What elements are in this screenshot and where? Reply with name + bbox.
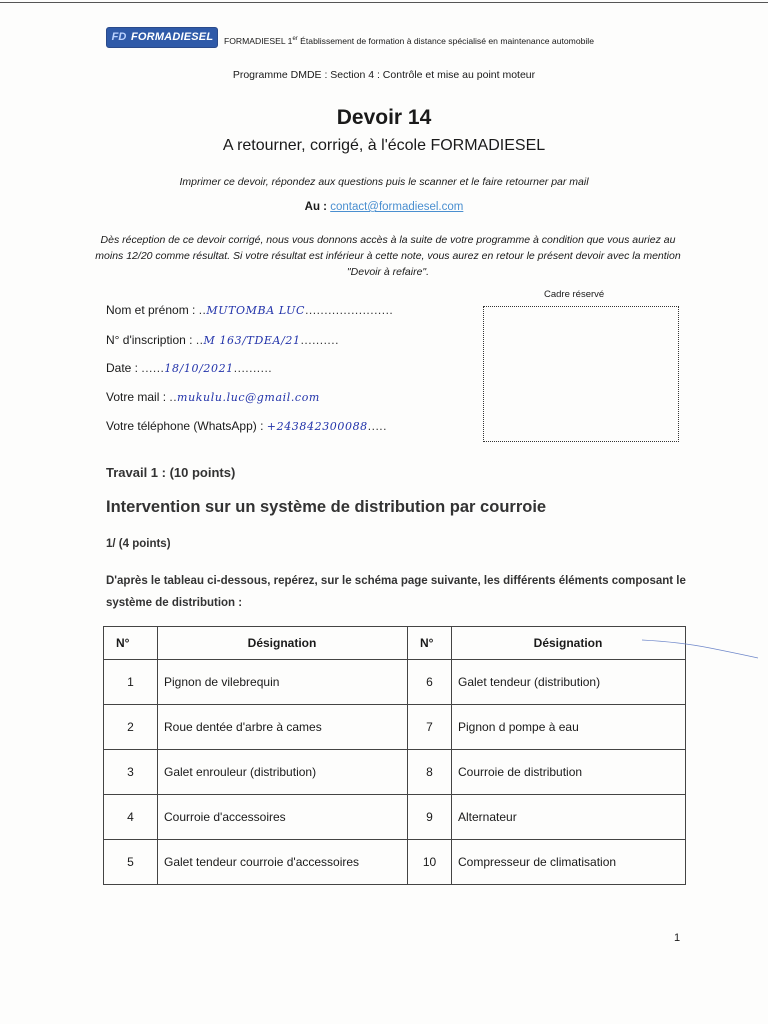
table-row [104, 840, 686, 885]
cell-designation: Roue dentée d'arbre à cames [158, 705, 408, 750]
cell-designation: Alternateur [452, 795, 686, 840]
date-value[interactable]: 18/10/2021 [164, 362, 234, 375]
letterhead-post: Établissement de formation à distance spécialisé en maintenance automobile [297, 36, 594, 46]
page-title: Devoir 14 [336, 106, 432, 129]
section-title: Intervention sur un système de distribution par courroie [106, 498, 547, 516]
mail-value[interactable]: mukulu.luc@gmail.com [177, 391, 320, 404]
nom-row [106, 303, 393, 317]
cell-designation: Galet tendeur (distribution) [452, 660, 686, 705]
cell-designation: Courroie de distribution [452, 750, 686, 795]
cell-num: 9 [408, 795, 452, 840]
contact-label: Au : [304, 201, 328, 213]
header-designation-2: Désignation [452, 627, 686, 660]
components-table [103, 626, 686, 885]
logo-mark: FD [111, 31, 127, 43]
header-designation-1: Désignation [158, 627, 408, 660]
cell-num: 8 [408, 750, 452, 795]
dots: ....................... [305, 303, 394, 317]
mail-row [106, 390, 320, 404]
table-row [104, 660, 686, 705]
cadre-label: Cadre réservé [544, 289, 605, 300]
question-heading: 1/ (4 points) [106, 538, 171, 550]
cell-designation: Pignon de vilebrequin [158, 660, 408, 705]
dots: ...... [141, 361, 165, 375]
table-header-row [104, 627, 686, 660]
cell-designation: Galet tendeur courroie d'accessoires [158, 840, 408, 885]
question-paragraph: D'après le tableau ci-dessous, repérez, sur le schéma page suivante, les différents éléments composant le système de distribution : [106, 575, 686, 609]
table-row [104, 795, 686, 840]
cell-designation: Galet enrouleur (distribution) [158, 750, 408, 795]
cell-num: 6 [408, 660, 452, 705]
cell-num: 10 [408, 840, 452, 885]
tel-row [106, 419, 387, 433]
cell-num: 5 [104, 840, 158, 885]
dots: .......... [300, 333, 339, 347]
letterhead-text [224, 36, 594, 46]
date-label: Date : [106, 361, 139, 375]
table-row [104, 705, 686, 750]
tel-value[interactable]: +243842300088 [266, 420, 368, 433]
pen-stroke-mark [640, 632, 760, 660]
letterhead [106, 27, 706, 47]
letterhead-sup: er [292, 36, 298, 43]
contact-email-link[interactable]: contact@formadiesel.com [330, 201, 464, 213]
cell-num: 3 [104, 750, 158, 795]
mail-label: Votre mail : [106, 390, 167, 404]
inscription-row [106, 333, 339, 347]
page-number: 1 [674, 932, 681, 944]
dots: ..... [367, 419, 387, 433]
dots: .. [195, 333, 204, 347]
inscription-label: N° d'inscription : [106, 333, 193, 347]
instruction-text: Imprimer ce devoir, répondez aux questions puis le scanner et le faire retourner par mail [179, 176, 589, 188]
tel-label: Votre téléphone (WhatsApp) : [106, 419, 264, 433]
cell-num: 1 [104, 660, 158, 705]
cell-num: 4 [104, 795, 158, 840]
header-num-2: N° [408, 627, 452, 660]
dots: .. [198, 303, 207, 317]
formadiesel-logo [106, 27, 218, 48]
dots: .......... [233, 361, 273, 375]
date-row [106, 361, 272, 375]
letterhead-pre: FORMADIESEL 1 [224, 36, 293, 46]
cell-num: 7 [408, 705, 452, 750]
logo-text: FORMADIESEL [131, 31, 214, 43]
page-subtitle: A retourner, corrigé, à l'école FORMADIESEL [222, 137, 546, 154]
scan-edge-line [0, 2, 768, 3]
nom-value[interactable]: MUTOMBA LUC [206, 304, 306, 317]
dots: .. [169, 390, 178, 404]
cell-designation: Courroie d'accessoires [158, 795, 408, 840]
notice-paragraph: Dès réception de ce devoir corrigé, nous vous donnons accès à la suite de votre programme à condition que vous auriez au moins 12/20 comme résultat. Si votre résultat est inférieur à cette note, vous aurez en retour le présent devoir avec la mention "Devoir à refaire". [95, 234, 681, 278]
cell-designation: Pignon d pompe à eau [452, 705, 686, 750]
table-row [104, 750, 686, 795]
inscription-value[interactable]: M 163/TDEA/21 [203, 334, 301, 347]
nom-label: Nom et prénom : [106, 303, 196, 317]
reserved-box [483, 306, 679, 442]
contact-line [0, 201, 768, 213]
header-num-1: N° [104, 627, 158, 660]
cell-designation: Compresseur de climatisation [452, 840, 686, 885]
program-line: Programme DMDE : Section 4 : Contrôle et mise au point moteur [232, 69, 536, 81]
cell-num: 2 [104, 705, 158, 750]
travail-heading: Travail 1 : (10 points) [106, 465, 236, 480]
